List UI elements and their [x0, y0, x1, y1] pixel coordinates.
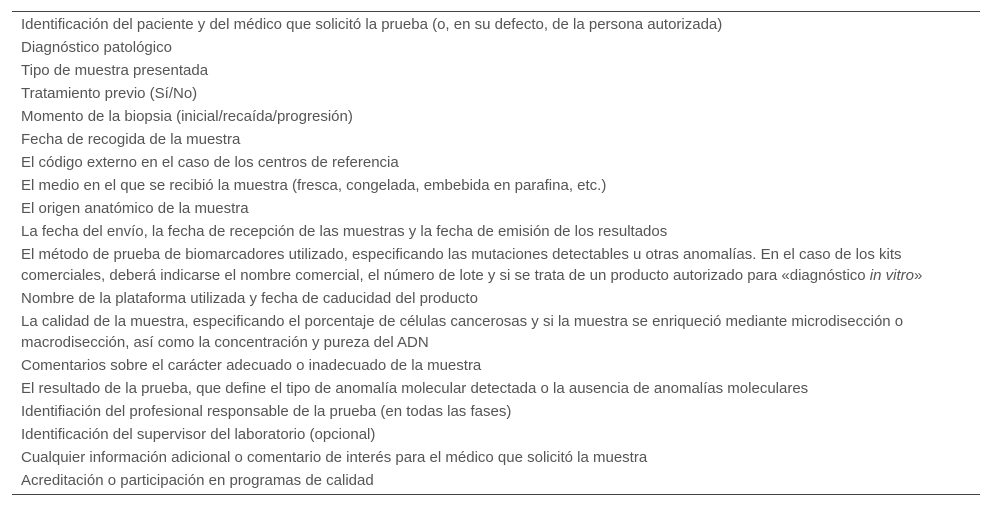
table-cell: La fecha del envío, la fecha de recepción de las muestras y la fecha de emisión de los resultados: [21, 223, 668, 240]
table-cell: El origen anatómico de la muestra: [21, 200, 249, 217]
table-row: [12, 12, 980, 37]
table-cell: La calidad de la muestra, especificando el porcentaje de células cancerosas y si la muestra se enriqueció mediante microdisección o macrodisección, así como la concentración y pureza del ADN: [21, 313, 904, 351]
report-requirements-table: [12, 11, 980, 495]
table-cell: Identificación del paciente y del médico que solicitó la prueba (o, en su defecto, de la persona autorizada): [21, 16, 723, 33]
table-row: [12, 220, 980, 243]
table-cell: Tratamiento previo (Sí/No): [21, 85, 198, 102]
table-row: [12, 36, 980, 59]
table-row: [12, 400, 980, 423]
table-row: [12, 105, 980, 128]
table-row: [12, 469, 980, 495]
table-cell: Tipo de muestra presentada: [21, 62, 209, 79]
table-row: [12, 82, 980, 105]
table-row: [12, 174, 980, 197]
table-cell: Identifiación del profesional responsable de la prueba (en todas las fases): [21, 403, 512, 420]
table-row: [12, 287, 980, 310]
cell-italic-text: in vitro: [869, 267, 914, 284]
table-row: [12, 446, 980, 469]
table-cell: Nombre de la plataforma utilizada y fecha de caducidad del producto: [21, 290, 478, 307]
table-row: [12, 243, 980, 287]
table-cell: [12, 243, 980, 287]
table-row: [12, 310, 980, 354]
report-requirements-table-wrapper: [12, 11, 980, 495]
table-cell: Diagnóstico patológico: [21, 39, 172, 56]
table-cell: El medio en el que se recibió la muestra (fresca, congelada, embebida en parafina, etc.): [21, 177, 607, 194]
table-cell: Identificación del supervisor del laboratorio (opcional): [21, 426, 376, 443]
table-row: [12, 59, 980, 82]
table-row: [12, 377, 980, 400]
table-cell: El código externo en el caso de los centros de referencia: [21, 154, 399, 171]
table-cell: Momento de la biopsia (inicial/recaída/progresión): [21, 108, 353, 125]
cell-text-tail: »: [913, 267, 923, 284]
table-cell: Cualquier información adicional o comentario de interés para el médico que solicitó la muestra: [21, 449, 648, 466]
table-cell: El resultado de la prueba, que define el tipo de anomalía molecular detectada o la ausencia de anomalías moleculares: [21, 380, 809, 397]
cell-text: El método de prueba de biomarcadores utilizado, especificando las mutaciones detectables u otras anomalías. En el caso de los kits comerciales, deberá indicarse el nombre comercial, el número de lote y si se trata de un producto autorizado para «diagnóstico: [21, 246, 902, 284]
table-cell: Acreditación o participación en programas de calidad: [21, 472, 374, 489]
table-row: [12, 354, 980, 377]
table-row: [12, 423, 980, 446]
table-cell: Fecha de recogida de la muestra: [21, 131, 241, 148]
table-cell: Comentarios sobre el carácter adecuado o inadecuado de la muestra: [21, 357, 482, 374]
table-row: [12, 197, 980, 220]
table-row: [12, 151, 980, 174]
table-body: [12, 12, 980, 495]
table-row: [12, 128, 980, 151]
